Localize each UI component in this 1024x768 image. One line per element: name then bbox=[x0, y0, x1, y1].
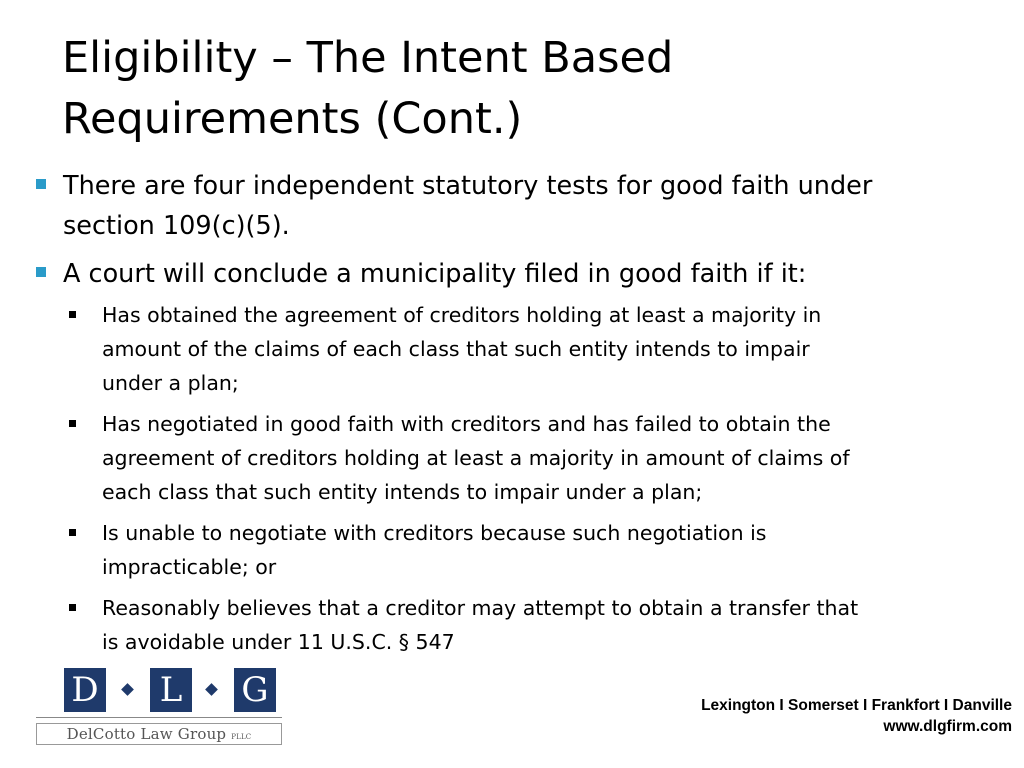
bullet-text-line: There are four independent statutory tests for good faith under bbox=[63, 171, 873, 201]
sub-bullet-text-line: amount of the claims of each class that such entity intends to impair bbox=[102, 337, 810, 361]
diamond-icon bbox=[121, 683, 134, 696]
bullet-item bbox=[33, 254, 973, 659]
square-bullet-icon bbox=[69, 529, 76, 536]
dlg-logo bbox=[36, 668, 282, 750]
sub-bullet-item bbox=[33, 298, 973, 400]
sub-bullet-text-line: impracticable; or bbox=[102, 555, 277, 579]
square-bullet-icon bbox=[69, 420, 76, 427]
square-bullet-icon bbox=[36, 179, 46, 189]
footer-website: www.dlgfirm.com bbox=[883, 718, 1012, 735]
sub-bullet-list bbox=[33, 298, 973, 659]
square-bullet-icon bbox=[36, 267, 46, 277]
square-bullet-icon bbox=[69, 604, 76, 611]
sub-bullet-item bbox=[33, 407, 973, 509]
slide-title-line-1: Eligibility – The Intent Based bbox=[62, 33, 674, 83]
sub-bullet-text-line: Reasonably believes that a creditor may attempt to obtain a transfer that bbox=[102, 596, 859, 620]
logo-letter-g: G bbox=[234, 668, 276, 712]
logo-firm-name bbox=[36, 723, 282, 745]
sub-bullet-text-line: Has obtained the agreement of creditors holding at least a majority in bbox=[102, 303, 822, 327]
slide-title bbox=[62, 28, 962, 150]
bullet-text: A court will conclude a municipality filed in good faith if it: bbox=[63, 259, 807, 289]
logo-monogram bbox=[36, 668, 282, 714]
bullet-text-line: section 109(c)(5). bbox=[63, 211, 290, 241]
bullet-list bbox=[33, 166, 973, 667]
sub-bullet-text-line: Is unable to negotiate with creditors because such negotiation is bbox=[102, 521, 767, 545]
logo-letter-d: D bbox=[64, 668, 106, 712]
sub-bullet-text-line: Has negotiated in good faith with creditors and has failed to obtain the bbox=[102, 412, 831, 436]
footer-offices: Lexington I Somerset I Frankfort I Danville bbox=[701, 697, 1012, 714]
logo-divider bbox=[36, 717, 282, 718]
diamond-icon bbox=[205, 683, 218, 696]
logo-firm-name-suffix: PLLC bbox=[231, 733, 252, 741]
sub-bullet-text-line: under a plan; bbox=[102, 371, 239, 395]
sub-bullet-text-line: is avoidable under 11 U.S.C. § 547 bbox=[102, 630, 455, 654]
sub-bullet-item bbox=[33, 516, 973, 584]
sub-bullet-text-line: each class that such entity intends to impair under a plan; bbox=[102, 480, 703, 504]
slide-title-line-2: Requirements (Cont.) bbox=[62, 94, 523, 144]
logo-firm-name-main: DelCotto Law Group bbox=[66, 725, 227, 743]
sub-bullet-text-line: agreement of creditors holding at least a majority in amount of claims of bbox=[102, 446, 850, 470]
square-bullet-icon bbox=[69, 311, 76, 318]
sub-bullet-item bbox=[33, 591, 973, 659]
footer bbox=[701, 695, 1012, 737]
logo-letter-l: L bbox=[150, 668, 192, 712]
bullet-item bbox=[33, 166, 973, 246]
